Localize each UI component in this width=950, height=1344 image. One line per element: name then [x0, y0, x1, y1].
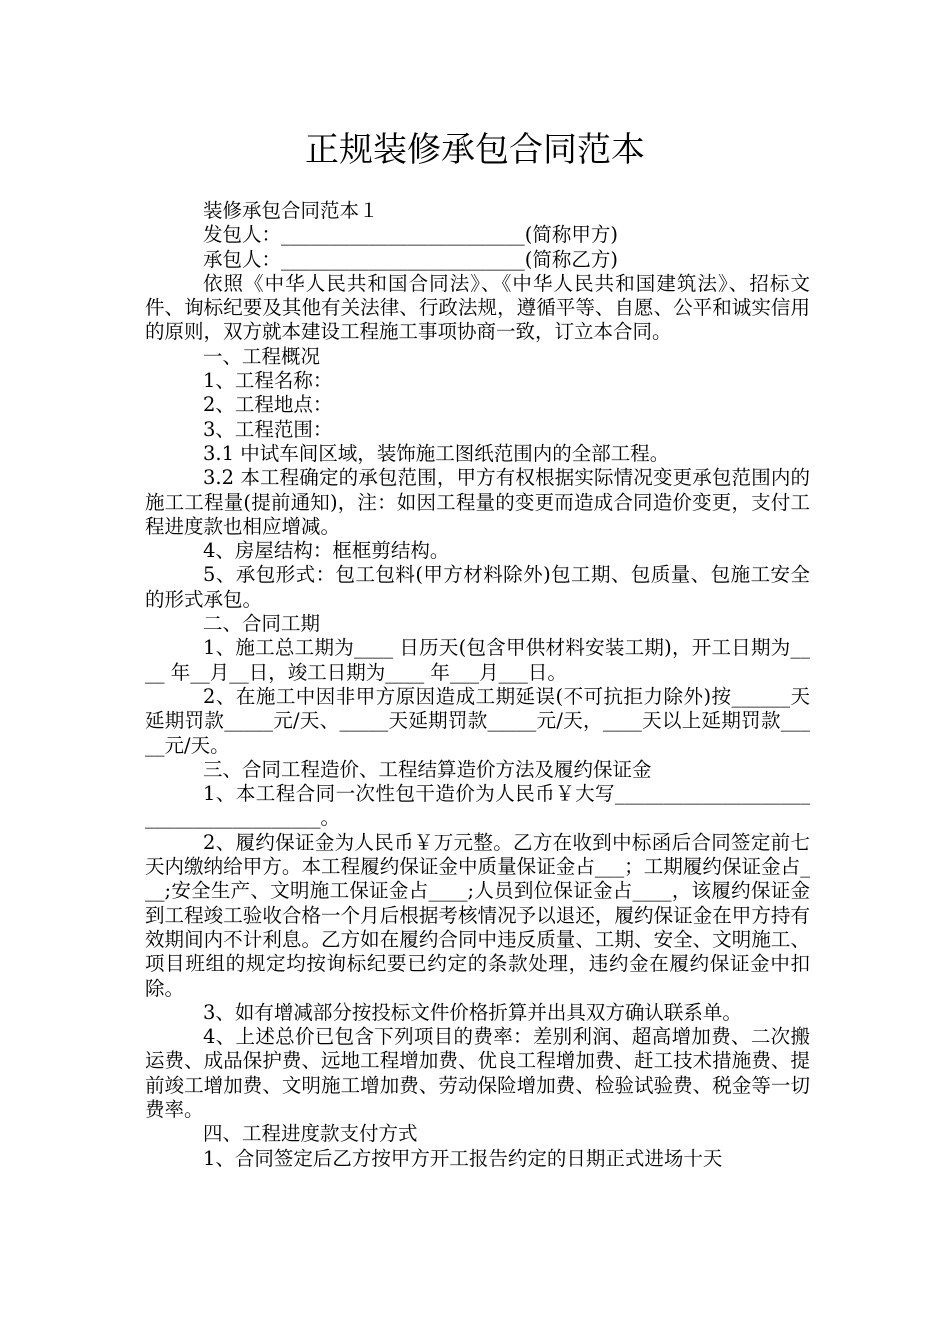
paragraph-preamble: 依照《中华人民共和国合同法》、《中华人民共和国建筑法》、招标文件、询标纪要及其他有关法律、行政法规，遵循平等、自愿、公平和诚实信用的原则，双方就本建设工程施工事项协商一致，订立本合同。 [145, 271, 810, 344]
paragraph-total-period: 1、施工总工期为____ 日历天(包含甲供材料安装工期)，开工日期为____ 年__月__日，竣工日期为____ 年___月___日。 [145, 636, 810, 684]
paragraph-contract-form: 5、承包形式：包工包料(甲方材料除外)包工期、包质量、包施工安全的形式承包。 [145, 563, 810, 611]
paragraph-lump-sum-price: 1、本工程合同一次性包干造价为人民币￥大写______________________________________。 [145, 782, 810, 830]
paragraph-scope-3-2: 3.2 本工程确定的承包范围，甲方有权根据实际情况变更承包范围内的施工工程量(提前通知)，注：如因工程量的变更而造成合同造价变更，支付工程进度款也相应增减。 [145, 466, 810, 538]
paragraph-adjustments: 3、如有增减部分按投标文件价格折算并出具双方确认联系单。 [203, 1000, 742, 1024]
paragraph-project-scope: 3、工程范围： [203, 417, 333, 441]
paragraph-included-rates: 4、上述总价已包含下列项目的费率：差别利润、超高增加费、二次搬运费、成品保护费、远地工程增加费、优良工程增加费、赶工技术措施费、提前竣工增加费、文明施工增加费、劳动保险增加费、检验试验费、税金等一切费率。 [145, 1025, 810, 1121]
paragraph-payment-1: 1、合同签定后乙方按甲方开工报告约定的日期正式进场十天 [203, 1146, 723, 1170]
paragraph-project-name: 1、工程名称： [203, 369, 333, 393]
section-heading-project-overview: 一、工程概况 [203, 344, 321, 368]
section-heading-payment: 四、工程进度款支付方式 [203, 1122, 418, 1146]
paragraph-party-a: 发包人：_________________________(简称甲方) [203, 223, 618, 247]
paragraph-party-b: 承包人：_________________________(简称乙方) [203, 247, 618, 271]
document-body [145, 199, 810, 1171]
paragraph-structure: 4、房屋结构：框框剪结构。 [203, 539, 450, 563]
paragraph-contract-subtitle: 装修承包合同范本１ [203, 199, 379, 222]
section-heading-contract-price: 三、合同工程造价、工程结算造价方法及履约保证金 [203, 757, 652, 781]
paragraph-delay-penalty: 2、在施工中因非甲方原因造成工期延误(不可抗拒力除外)按______天延期罚款_____元/天、_____天延期罚款_____元/天，____天以上延期罚款_____元/天。 [145, 684, 810, 757]
document-title: 正规装修承包合同范本 [305, 130, 645, 170]
paragraph-scope-3-1: 3.1 中试车间区域，装饰施工图纸范围内的全部工程。 [203, 441, 670, 465]
paragraph-performance-bond: 2、履约保证金为人民币￥万元整。乙方在收到中标函后合同签定前七天内缴纳给甲方。本工程履约保证金中质量保证金占___；工期履约保证金占___;安全生产、文明施工保证金占____;人员到位保证金占____，该履约保证金到工程竣工验收合格一个月后根据考核情况予以退还，履约保证金在甲方持有效期间内不计利息。乙方如在履约合同中违反质量、工期、安全、文明施工、项目班组的规定均按询标纪要已约定的条款处理，违约金在履约保证金中扣除。 [145, 830, 810, 1000]
section-heading-contract-period: 二、合同工期 [203, 612, 321, 636]
paragraph-project-location: 2、工程地点： [203, 393, 333, 417]
